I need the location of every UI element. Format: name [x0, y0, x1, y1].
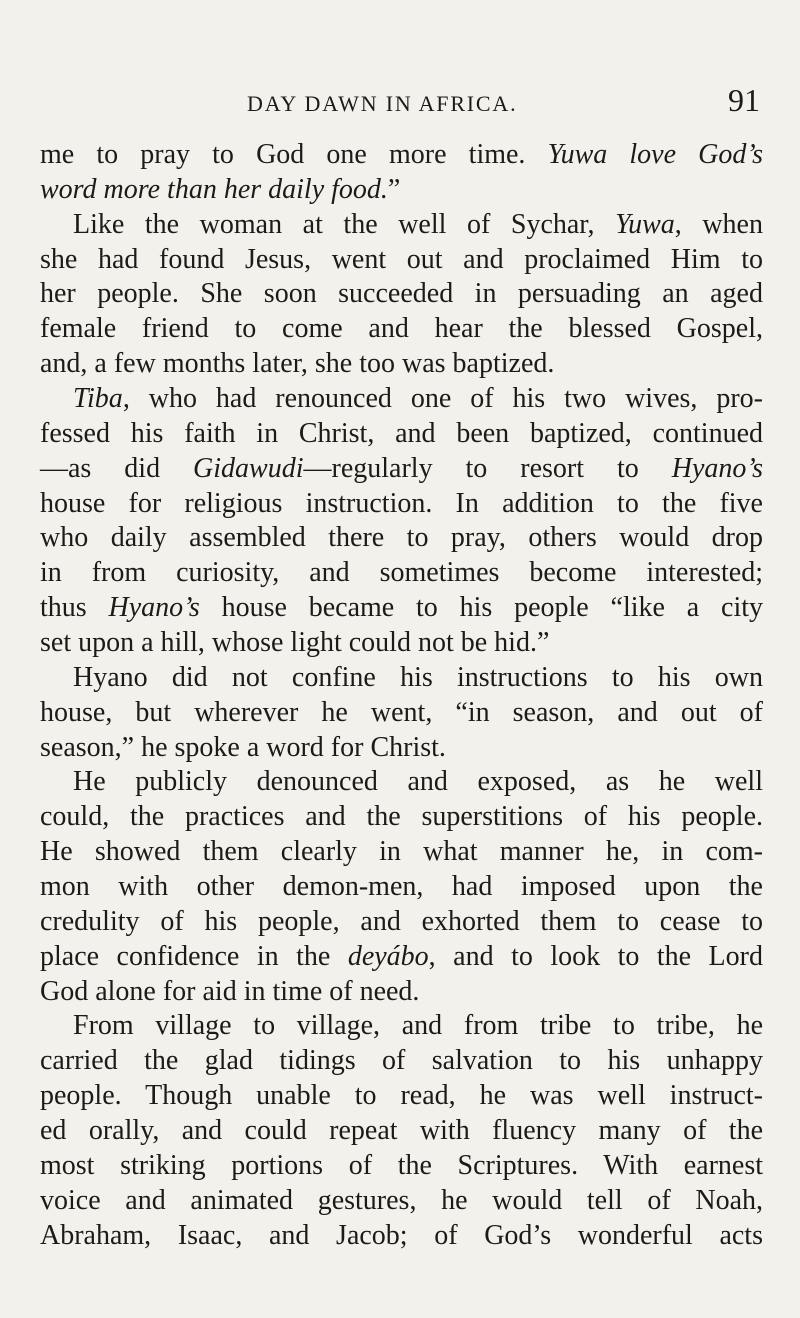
text-segment: , when: [674, 208, 763, 240]
text-segment: He showed them clearly in what manner he, in com-: [40, 836, 763, 868]
text-segment: and, a few months later, she too was baptized.: [40, 348, 555, 380]
text-segment: Hyano did not confine his instructions to his own: [73, 661, 763, 693]
text-line: [40, 905, 763, 940]
italic-text: word more than her daily food.: [40, 173, 388, 205]
text-line: [40, 487, 763, 522]
text-segment: , and to look to the Lord: [428, 940, 763, 972]
text-line: [40, 1009, 763, 1044]
text-line: [40, 835, 763, 870]
italic-text: Hyano’s: [671, 452, 763, 484]
text-line: [40, 1219, 763, 1254]
text-line: [40, 626, 763, 661]
text-segment: Like the woman at the well of Sychar,: [73, 208, 616, 240]
text-segment: her people. She soon succeeded in persuading an aged: [40, 278, 763, 310]
text-line: [40, 1184, 763, 1219]
text-line: [40, 591, 763, 626]
text-segment: female friend to come and hear the blessed Gospel,: [40, 313, 763, 345]
text-segment: most striking portions of the Scriptures. With earnest: [40, 1149, 763, 1181]
text-line: [40, 731, 763, 766]
text-line: [40, 138, 763, 173]
text-segment: , who had renounced one of his two wives, pro-: [122, 383, 763, 415]
italic-text: deyábo: [347, 940, 429, 972]
text-line: [40, 208, 763, 243]
running-head: DAY DAWN IN AFRICA.: [247, 91, 518, 116]
body-text: [40, 138, 763, 1254]
text-line: [40, 940, 763, 975]
text-line: [40, 347, 763, 382]
text-line: [40, 1044, 763, 1079]
text-segment: —as did: [40, 452, 194, 484]
text-line: [40, 870, 763, 905]
text-line: [40, 312, 763, 347]
text-segment: Abraham, Isaac, and Jacob; of God’s wonderful acts: [40, 1219, 763, 1251]
text-segment: From village to village, and from tribe to tribe, he: [73, 1010, 763, 1042]
text-line: [40, 661, 763, 696]
text-segment: voice and animated gestures, he would tell of Noah,: [40, 1184, 763, 1216]
text-line: [40, 765, 763, 800]
text-segment: credulity of his people, and exhorted them to cease to: [40, 905, 763, 937]
text-segment: He publicly denounced and exposed, as he well: [73, 766, 763, 798]
italic-text: Hyano’s: [108, 592, 200, 624]
text-line: [40, 1114, 763, 1149]
text-segment: could, the practices and the superstitions of his people.: [40, 801, 763, 833]
text-segment: carried the glad tidings of salvation to his unhappy: [40, 1045, 763, 1077]
text-line: [40, 696, 763, 731]
text-segment: in from curiosity, and sometimes become interested;: [40, 557, 763, 589]
text-line: [40, 452, 763, 487]
text-line: [40, 382, 763, 417]
text-segment: fessed his faith in Christ, and been baptized, continued: [40, 417, 763, 449]
text-segment: God alone for aid in time of need.: [40, 975, 420, 1007]
page-number: 91: [728, 82, 760, 118]
text-segment: me to pray to God one more time.: [40, 139, 548, 170]
text-segment: who daily assembled there to pray, others would drop: [40, 522, 763, 554]
text-line: [40, 243, 763, 278]
italic-text: Tiba: [73, 383, 123, 415]
text-segment: —regularly to resort to: [303, 452, 672, 484]
text-segment: house for religious instruction. In addition to the five: [40, 487, 763, 519]
text-segment: she had found Jesus, went out and proclaimed Him to: [40, 243, 763, 275]
text-segment: ed orally, and could repeat with fluency many of the: [40, 1115, 763, 1147]
text-line: [40, 1149, 763, 1184]
text-segment: house, but wherever he went, “in season, and out of: [40, 696, 763, 728]
italic-text: Yuwa love God’s: [547, 139, 763, 170]
text-line: [40, 173, 763, 208]
italic-text: Yuwa: [615, 208, 675, 240]
text-segment: ”: [387, 173, 401, 205]
text-line: [40, 800, 763, 835]
text-segment: people. Though unable to read, he was well instruct-: [40, 1080, 763, 1112]
text-segment: thus: [40, 592, 109, 624]
text-segment: season,” he spoke a word for Christ.: [40, 731, 446, 763]
text-line: [40, 521, 763, 556]
italic-text: Gidawudi: [193, 452, 304, 484]
text-segment: house became to his people “like a city: [199, 592, 763, 624]
text-line: [40, 556, 763, 591]
text-segment: set upon a hill, whose light could not be hid.”: [40, 627, 550, 659]
text-line: [40, 277, 763, 312]
text-line: [40, 975, 763, 1010]
page-header: [40, 84, 760, 124]
text-segment: place confidence in the: [40, 940, 348, 972]
text-segment: mon with other demon-men, had imposed upon the: [40, 871, 763, 903]
text-line: [40, 417, 763, 452]
text-line: [40, 1079, 763, 1114]
